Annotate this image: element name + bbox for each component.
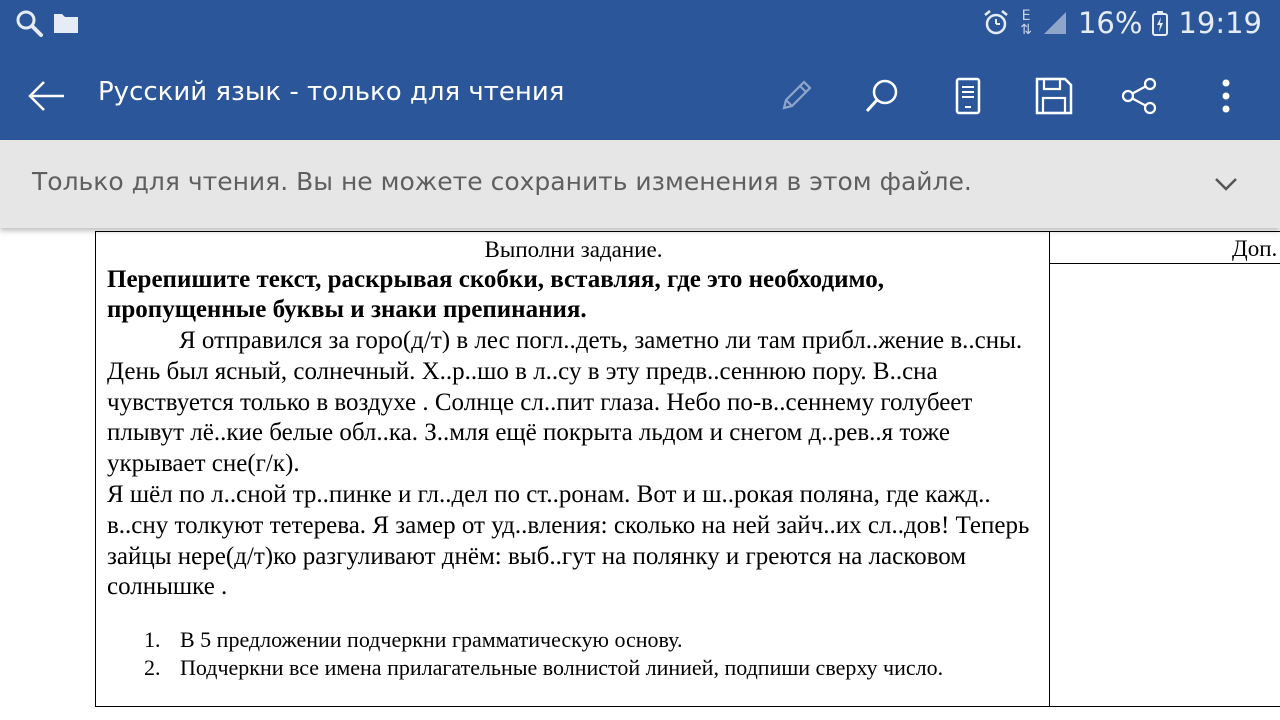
exercise-paragraph-1: Я отправился за горо(д/т) в лес погл..деть, заметно ли там прибл..жение в..сны. День был ясный, солнечный. Х..р..шо в л..су в эту предв..сеннюю пору. В..сна чувствуется только в воздухе . Солнце сл..пит глаза. Небо по-в..сеннему голубеет плывут лё..кие белые обл..ка. З..мля ещё покрыта льдом и снегом д..рев..я тоже укрывает сне(г/к).: [107, 327, 1023, 478]
mobile-view-icon: [948, 76, 988, 116]
expand-banner-button[interactable]: [1212, 170, 1240, 198]
share-icon: [1120, 76, 1160, 116]
battery-percent: 16%: [1077, 6, 1143, 40]
list-item: [96, 654, 1051, 682]
alarm-icon: [982, 9, 1010, 37]
task-heading: Выполни задание.: [484, 237, 663, 262]
save-icon: [1034, 76, 1074, 116]
task-number: 1.: [144, 627, 161, 652]
network-type-label: E: [1021, 8, 1031, 24]
side-column: [1050, 231, 1280, 707]
arrows-glyph: ⇅: [1020, 22, 1032, 38]
task-text: Подчеркни все имена прилагательные волнистой линией, подпиши сверху число.: [180, 654, 944, 680]
status-left-icons: [14, 8, 80, 38]
document-title: Русский язык - только для чтения: [98, 77, 565, 107]
chevron-down-icon: [1212, 170, 1240, 198]
app-bar: [0, 50, 1280, 140]
exercise-text: [107, 326, 1042, 603]
side-divider: [1050, 263, 1280, 264]
signal-icon: [1042, 10, 1068, 36]
save-button[interactable]: [1030, 72, 1078, 120]
more-options-button[interactable]: [1202, 72, 1250, 120]
side-column-label: Доп.: [1232, 236, 1278, 261]
share-button[interactable]: [1116, 72, 1164, 120]
read-only-message: Только для чтения. Вы не можете сохранить изменения в этом файле.: [32, 167, 972, 196]
task-instruction: Перепишите текст, раскрывая скобки, вставляя, где это необходимо, пропущенные буквы и знаки препинания.: [107, 266, 884, 323]
read-only-banner: [0, 140, 1280, 228]
tasks-list: [96, 626, 1051, 681]
task-table-cell: [95, 231, 1050, 707]
top-bar: [0, 0, 1280, 140]
mobile-view-button[interactable]: [944, 72, 992, 120]
data-transfer-icon: [1020, 9, 1032, 37]
folder-icon[interactable]: [52, 10, 80, 36]
back-arrow-icon: [24, 74, 68, 118]
pencil-icon: [776, 76, 816, 116]
battery-icon: [1152, 10, 1168, 36]
task-number: 2.: [144, 654, 161, 680]
list-item: [96, 626, 1051, 654]
more-icon: [1206, 76, 1246, 116]
edit-button[interactable]: [772, 72, 820, 120]
back-button[interactable]: [24, 74, 68, 118]
search-icon: [862, 76, 902, 116]
status-bar: [0, 0, 1280, 50]
search-icon[interactable]: [14, 8, 44, 38]
exercise-paragraph-2: Я шёл по л..сной тр..пинке и гл..дел по ст..ронам. Вот и ш..рокая поляна, где кажд.. в..сну толкуют тетерева. Я замер от уд..вления: сколько на ней зайч..их сл..дов! Теперь зайцы нере(д/т)ко разгуливают днём: выб..гут на полянку и греются на ласковом солнышке .: [107, 480, 1030, 601]
search-button[interactable]: [858, 72, 906, 120]
clock: 19:19: [1178, 6, 1262, 40]
document-canvas[interactable]: [0, 228, 1280, 720]
task-text: В 5 предложении подчеркни грамматическую основу.: [180, 627, 683, 652]
status-right: [982, 6, 1262, 40]
